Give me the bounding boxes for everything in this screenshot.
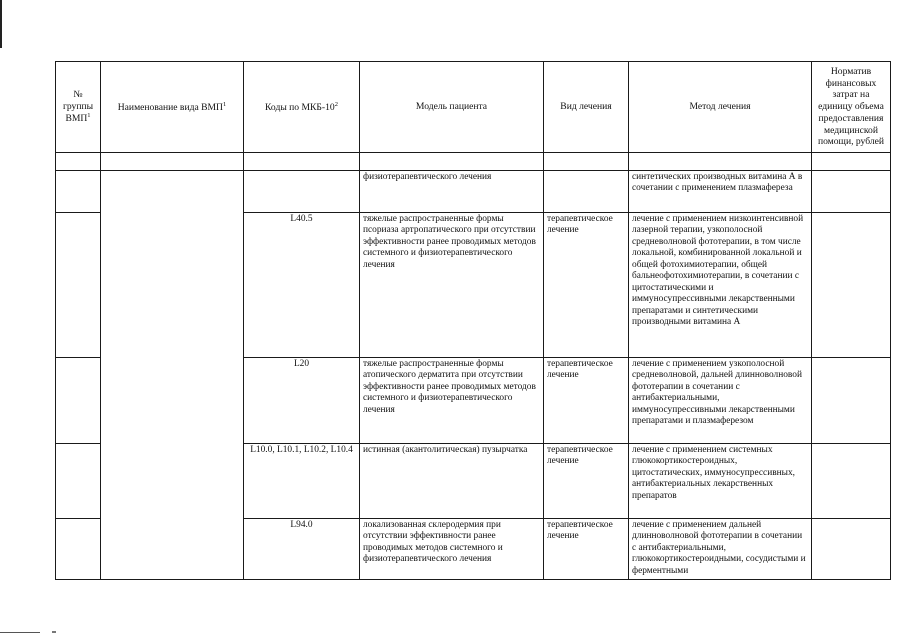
cell-norm [812, 444, 891, 519]
cell-type [544, 171, 629, 213]
col-header-method: Метод лечения [629, 62, 812, 153]
cell-group-no [56, 171, 101, 213]
table-row [56, 171, 891, 213]
cell-method: лечение с применением дальней длинноволновой фототерапии в сочетании с антибактериальными, глюкокортикостероидными, сосудистыми и ферментными [629, 519, 812, 580]
cell-norm [812, 213, 891, 358]
cell-norm [812, 171, 891, 213]
cell-type: терапевтическое лечение [544, 519, 629, 580]
cell-group-no [56, 213, 101, 358]
cell-model: тяжелые распространенные формы атопического дерматита при отсутствии эффективности ранее проводимых методов системного и физиотерапевтического лечения [360, 358, 544, 444]
scan-edge-mark [0, 0, 2, 48]
cell-code: L20 [244, 358, 360, 444]
col-header-group-no: № группы ВМП$^1$ [56, 62, 101, 153]
cell-method: лечение с применением системных глюкокортикостероидных, цитостатических, иммуносупрессивных, антибактериальных лекарственных препаратов [629, 444, 812, 519]
cell-code [244, 171, 360, 213]
cell-norm [812, 519, 891, 580]
col-header-codes: Коды по МКБ-$10^2$ [244, 62, 360, 153]
cell-group-no [56, 519, 101, 580]
cell-method: синтетических производных витамина А в сочетании с применением плазмафереза [629, 171, 812, 213]
cell-type: терапевтическое лечение [544, 213, 629, 358]
col-header-name: Наименование вида ВМП$^1$ [101, 62, 244, 153]
cell-model: локализованная склеродермия при отсутствии эффективности ранее проводимых методов системного и физиотерапевтического лечения [360, 519, 544, 580]
cell-group-no [56, 358, 101, 444]
col-header-model: Модель пациента [360, 62, 544, 153]
cell-method: лечение с применением низкоинтенсивной лазерной терапии, узкополосной средневолновой фототерапии, в том числе локальной, комбинированной локальной и общей фотохимиотерапии, общей бальнеофотохимиотерапии, в сочетании с цитостатическими и иммуносупрессивными лекарственными препаратами и синтетическими производными витамина А [629, 213, 812, 358]
cell-model: физиотерапевтического лечения [360, 171, 544, 213]
cell-model: истинная (акантолитическая) пузырчатка [360, 444, 544, 519]
cell-code: L94.0 [244, 519, 360, 580]
vmp-table [55, 61, 891, 580]
col-header-treatment-type: Вид лечения [544, 62, 629, 153]
cell-type: терапевтическое лечение [544, 358, 629, 444]
cell-code: L10.0, L10.1, L10.2, L10.4 [244, 444, 360, 519]
scan-footer-dot [52, 631, 56, 633]
cell-method: лечение с применением узкополосной средневолновой, дальней длинноволновой фототерапии в сочетании с антибактериальными, иммуносупрессивными лекарственными препаратами и плазмаферезом [629, 358, 812, 444]
cell-model: тяжелые распространенные формы псориаза артропатического при отсутствии эффективности ранее проводимых методов системного и физиотерапевтического лечения [360, 213, 544, 358]
column-number-row [56, 153, 891, 171]
cell-code: L40.5 [244, 213, 360, 358]
cell-name [101, 171, 244, 580]
scan-footer-line [0, 632, 40, 633]
table-header-row [56, 62, 891, 153]
col-header-norm: Норматив финансовых затрат на единицу объема предоставления медицинской помощи, рублей [812, 62, 891, 153]
cell-type: терапевтическое лечение [544, 444, 629, 519]
cell-group-no [56, 444, 101, 519]
cell-norm [812, 358, 891, 444]
